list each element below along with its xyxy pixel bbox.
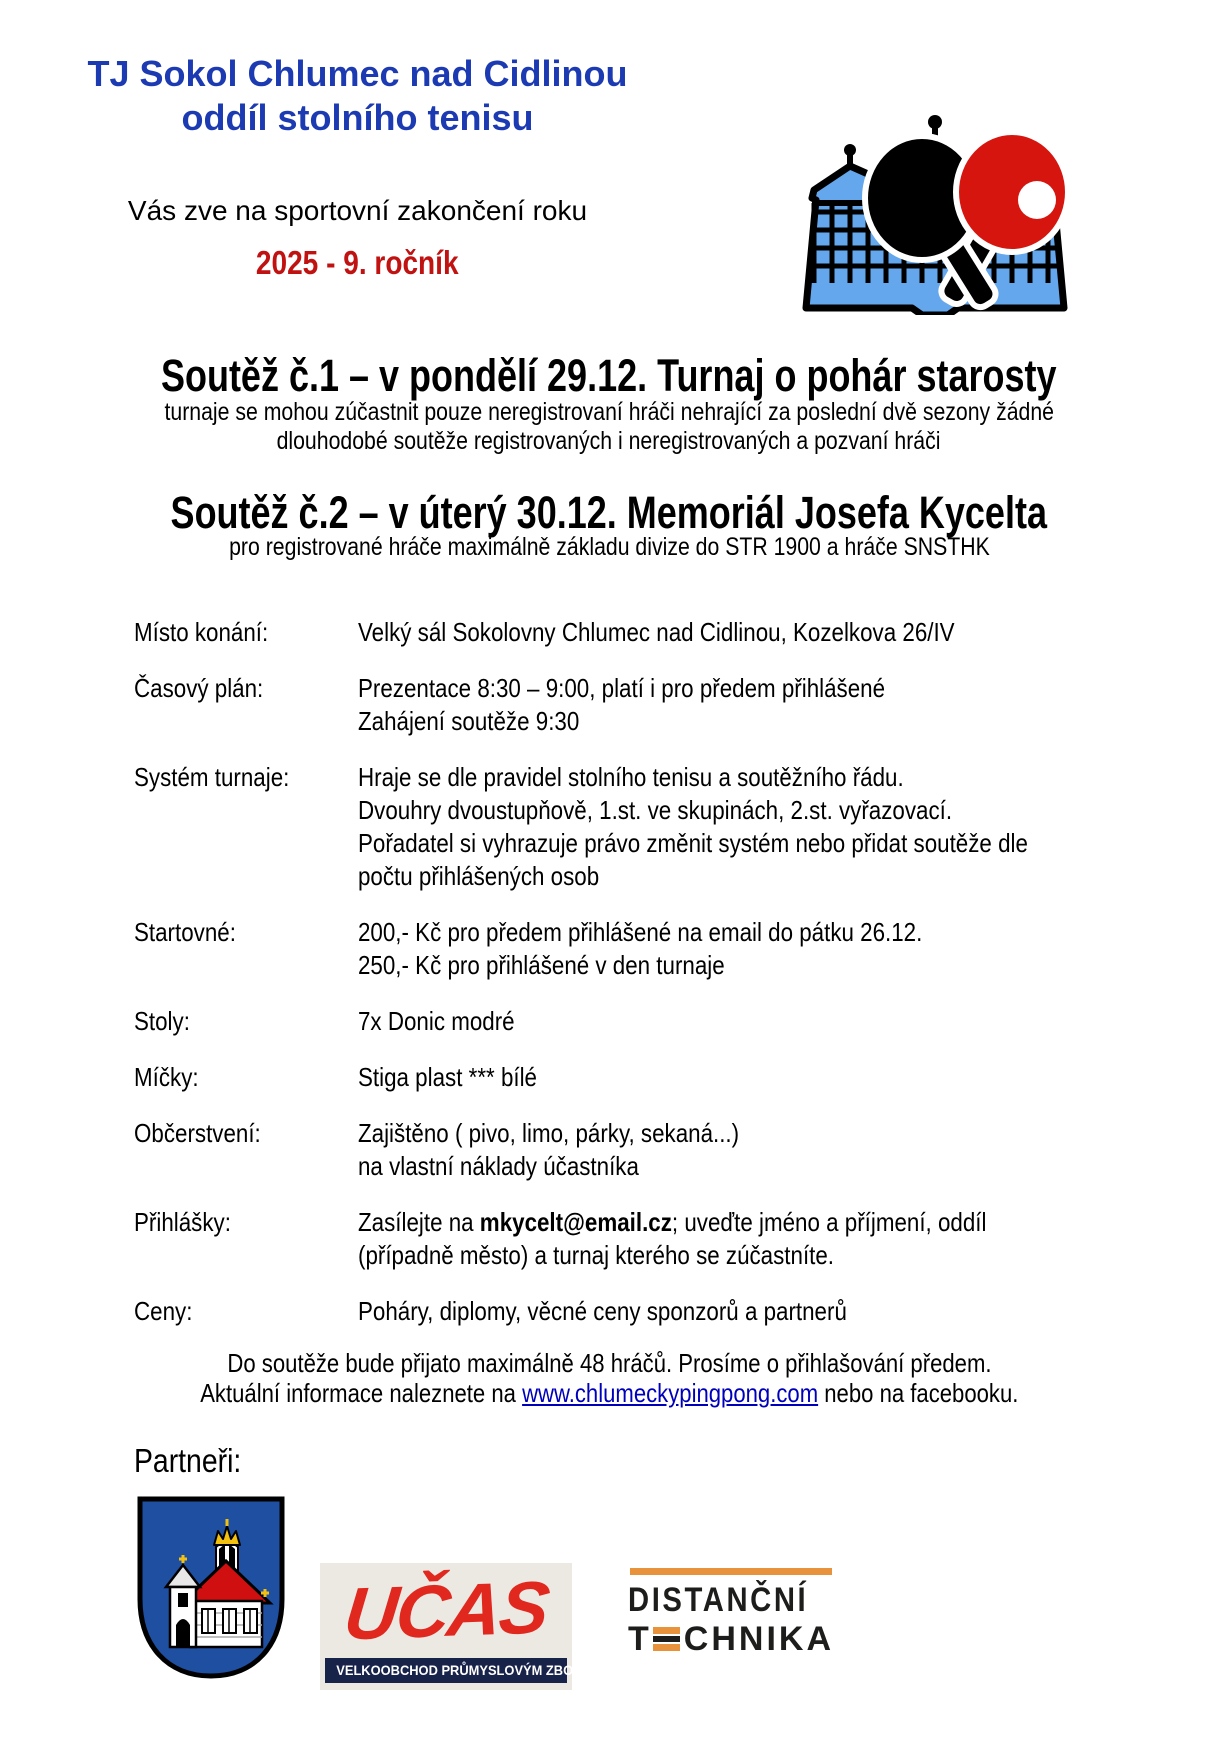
closing-line1: Do soutěže bude přijato maximálně 48 hráčů. Prosíme o přihlašování předem. bbox=[226, 1348, 992, 1378]
competition1-note-line1: turnaje se mohou zúčastnit pouze neregistrovaní hráči nehrající za poslední dvě sezony žádné bbox=[164, 398, 1054, 426]
dt-word1: DISTANČNÍ bbox=[628, 1581, 809, 1619]
detail-value: Poháry, diplomy, věcné ceny sponzorů a partnerů bbox=[358, 1296, 847, 1326]
applications-suffix: ; uveďte jméno a příjmení, oddíl bbox=[671, 1207, 987, 1237]
detail-row-schedule bbox=[134, 672, 1154, 738]
closing-line2-suffix: nebo na facebooku. bbox=[817, 1378, 1019, 1408]
competition1-note-line2: dlouhodobé soutěže registrovaných i neregistrovaných a pozvaní hráči bbox=[277, 427, 941, 455]
city-coat-of-arms-logo bbox=[134, 1493, 288, 1683]
club-name-line1: TJ Sokol Chlumec nad Cidlinou bbox=[87, 53, 628, 94]
detail-row-system bbox=[134, 761, 1154, 893]
detail-value: Velký sál Sokolovny Chlumec nad Cidlinou, Kozelkova 26/IV bbox=[358, 617, 955, 647]
competition1-note bbox=[0, 398, 1218, 456]
detail-value: Zajištěno ( pivo, limo, párky, sekaná...) bbox=[358, 1118, 740, 1148]
website-link[interactable]: www.chlumeckypingpong.com bbox=[521, 1378, 818, 1408]
club-logo bbox=[790, 80, 1080, 315]
detail-value: 250,- Kč pro přihlášené v den turnaje bbox=[358, 950, 725, 980]
year-edition: 2025 - 9. ročník bbox=[256, 244, 459, 281]
dt-top-bar bbox=[630, 1568, 832, 1575]
detail-label: Míčky: bbox=[134, 1062, 199, 1092]
detail-label: Stoly: bbox=[134, 1006, 190, 1036]
detail-row-applications bbox=[134, 1206, 1154, 1272]
competition1-heading: Soutěž č.1 – v pondělí 29.12. Turnaj o pohár starosty bbox=[161, 350, 1057, 401]
detail-value: 7x Donic modré bbox=[358, 1006, 515, 1036]
detail-value: Hraje se dle pravidel stolního tenisu a soutěžního řádu. bbox=[358, 762, 904, 792]
detail-value: Stiga plast *** bílé bbox=[358, 1062, 538, 1092]
closing-line2-prefix: Aktuální informace naleznete na bbox=[199, 1378, 522, 1408]
competition2-heading: Soutěž č.2 – v úterý 30.12. Memoriál Josefa Kycelta bbox=[170, 487, 1048, 538]
detail-row-tables bbox=[134, 1005, 1154, 1038]
detail-value: (případně město) a turnaj kterého se zúčastníte. bbox=[358, 1240, 835, 1270]
detail-row-prizes bbox=[134, 1295, 1154, 1328]
detail-row-balls bbox=[134, 1061, 1154, 1094]
detail-row-refreshments bbox=[134, 1117, 1154, 1183]
detail-value: Dvouhry dvoustupňově, 1.st. ve skupinách, 2.st. vyřazovací. bbox=[358, 795, 953, 825]
applications-email: mkycelt@email.cz bbox=[479, 1207, 672, 1237]
detail-value: Zahájení soutěže 9:30 bbox=[358, 706, 580, 736]
detail-value: Pořadatel si vyhrazuje právo změnit systém nebo přidat soutěže dle bbox=[358, 828, 1028, 858]
detail-label: Ceny: bbox=[134, 1296, 193, 1326]
door bbox=[176, 1619, 190, 1647]
detail-value: na vlastní náklady účastníka bbox=[358, 1151, 639, 1181]
invitation-text: Vás zve na sportovní zakončení roku bbox=[127, 195, 588, 226]
detail-value: Prezentace 8:30 – 9:00, platí i pro předem přihlášené bbox=[358, 673, 886, 703]
partners-heading: Partneři: bbox=[134, 1442, 242, 1479]
detail-value: 200,- Kč pro předem přihlášené na email do pátku 26.12. bbox=[358, 917, 923, 947]
header bbox=[0, 52, 715, 283]
ucas-logo bbox=[320, 1563, 596, 1690]
closing-note bbox=[0, 1348, 1218, 1408]
applications-prefix: Zasílejte na bbox=[358, 1207, 480, 1237]
competition2-note: pro registrované hráče maximálně základu divize do STR 1900 a hráče SNSTHK bbox=[228, 533, 990, 561]
dt-word2-initial: T bbox=[628, 1620, 652, 1658]
detail-row-venue bbox=[134, 616, 1154, 649]
dt-stylized-e-icon bbox=[653, 1627, 680, 1651]
detail-label: Přihlášky: bbox=[134, 1207, 231, 1237]
ucas-wordmark: UČAS bbox=[340, 1565, 552, 1656]
dt-word2-rest: CHNIKA bbox=[683, 1620, 834, 1658]
club-name-line2: oddíl stolního tenisu bbox=[181, 97, 534, 138]
ball-icon bbox=[1018, 181, 1056, 219]
distancni-technika-logo bbox=[628, 1568, 858, 1657]
tournament-details bbox=[134, 616, 1154, 1351]
detail-label: Systém turnaje: bbox=[134, 762, 290, 792]
detail-label: Místo konání: bbox=[134, 617, 269, 647]
ucas-tagline: VELKOOBCHOD PRŮMYSLOVÝM ZBOŽÍM bbox=[336, 1662, 596, 1678]
detail-label: Startovné: bbox=[134, 917, 236, 947]
detail-row-entry-fee bbox=[134, 916, 1154, 982]
detail-value: počtu přihlášených osob bbox=[358, 861, 600, 891]
detail-label: Časový plán: bbox=[134, 673, 264, 703]
detail-label: Občerstvení: bbox=[134, 1118, 261, 1148]
